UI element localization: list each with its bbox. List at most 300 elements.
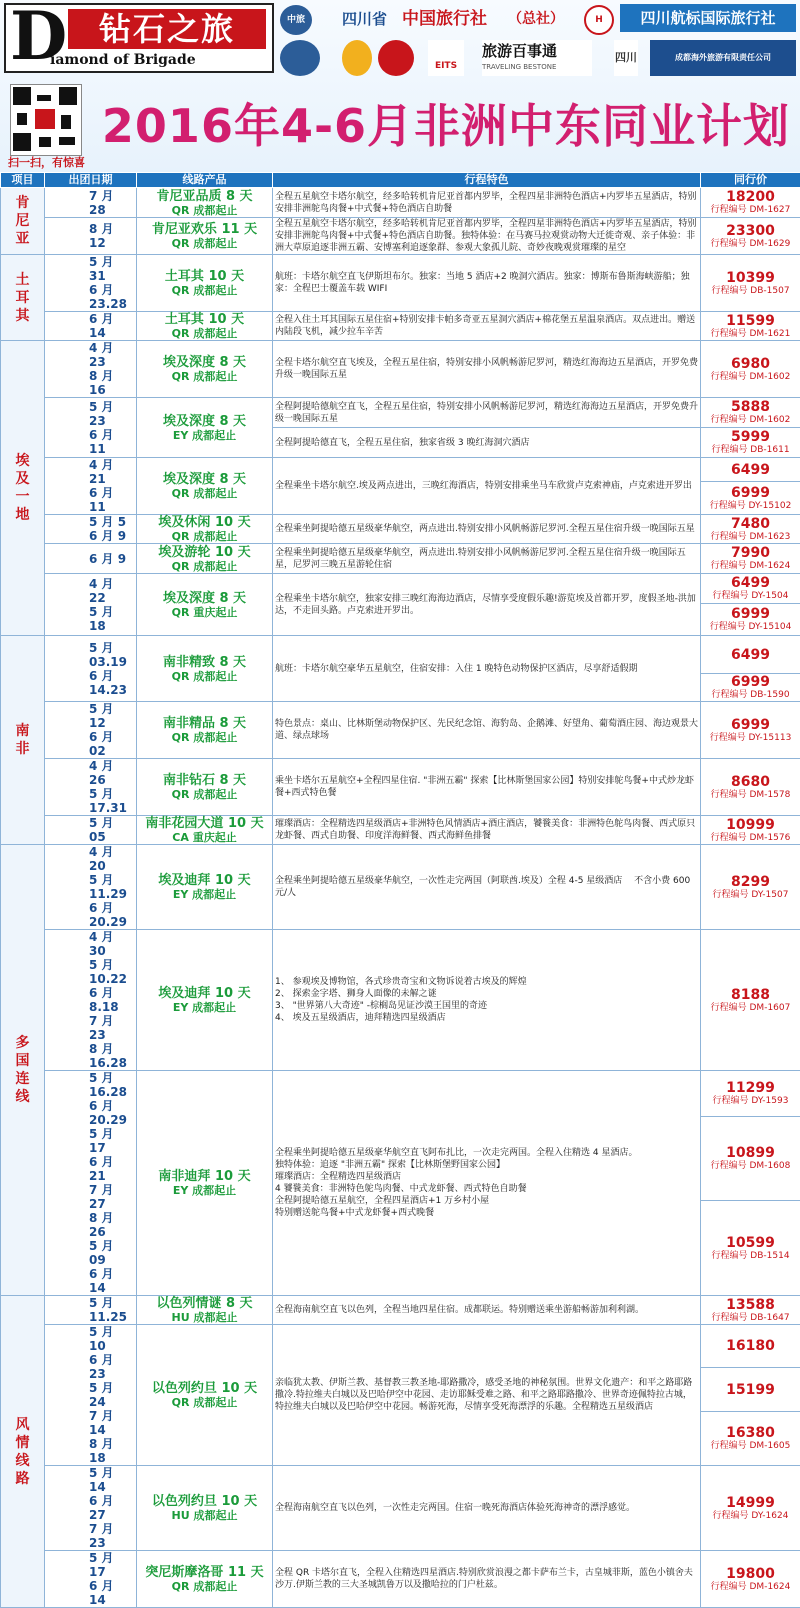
price-cell	[701, 604, 800, 636]
price-cell	[701, 312, 800, 341]
departure-dates	[45, 312, 137, 341]
region-name: 肯尼亚	[15, 194, 31, 248]
price-value: 13588	[701, 1297, 800, 1313]
product-cell	[137, 1071, 273, 1296]
product-name: 埃及迪拜 10 天	[139, 873, 270, 888]
price-code: 行程编号 DY-1593	[701, 1096, 800, 1107]
product-cell	[137, 312, 273, 341]
date-item: 6 月 14	[89, 1579, 134, 1607]
itinerary-desc: 亲临犹太教、伊斯兰教、基督教三教圣地-耶路撒冷，感受圣地的神秘氛围。世界文化遗产：和平之路耶路撒冷.特拉维夫白城以及巴哈伊空中花园、走访耶稣受难之路、和平之路耶路撒冷、世界奇迹佩特拉古城，特拉维夫白城以及巴哈伊空中花园。畅游死海，尽情享受死海漂浮的乐趣。全程精选五星级酒店	[273, 1325, 701, 1466]
departure-dates	[45, 759, 137, 816]
price-code: 行程编号 DY-1504	[701, 591, 800, 602]
price-code: 行程编号 DM-1629	[701, 239, 800, 250]
table-row	[1, 816, 800, 845]
date-item: 4 月 21	[89, 458, 134, 486]
product-sub: QR 成都起止	[139, 327, 270, 340]
product-cell	[137, 1325, 273, 1466]
brand-cn: 钻石之旅	[68, 9, 266, 49]
price-value: 5999	[701, 429, 800, 445]
product-name: 南非钻石 8 天	[139, 773, 270, 788]
brand-en: iamond of Brigade	[50, 51, 196, 69]
eits-text: EITS	[435, 61, 457, 71]
product-sub: QR 成都起止	[139, 670, 270, 683]
table-row	[1, 574, 800, 604]
product-cell	[137, 816, 273, 845]
date-item: 6 月 23.28	[89, 283, 134, 311]
price-value: 10899	[701, 1145, 800, 1161]
table-row	[1, 1466, 800, 1551]
product-cell	[137, 636, 273, 702]
price-cell	[701, 482, 800, 515]
region-name: 埃及一地	[15, 452, 31, 524]
departure-dates	[45, 574, 137, 636]
price-cell	[701, 544, 800, 574]
bestone-cn: 旅游百事通	[482, 40, 592, 62]
product-sub: QR 成都起止	[139, 204, 270, 217]
region-cell	[1, 1296, 45, 1608]
date-item: 6 月 11	[89, 428, 134, 456]
price-cell	[701, 1296, 800, 1325]
date-item: 6 月 21	[89, 1155, 134, 1183]
date-item: 6 月 20.29	[89, 901, 134, 929]
price-code: 行程编号 DM-1607	[701, 1003, 800, 1014]
itinerary-desc: 全程海南航空直飞以色列，全程当地四星住宿。成都联运。特别赠送乘坐游船畅游加利利湖。	[273, 1296, 701, 1325]
product-sub: EY 成都起止	[139, 888, 270, 901]
table-row	[1, 1325, 800, 1368]
date-item: 5 月 09	[89, 1239, 134, 1267]
product-cell	[137, 218, 273, 255]
date-item: 8 月 12	[89, 222, 134, 250]
date-item: 6 月 14	[89, 312, 134, 340]
price-code: 行程编号 DM-1623	[701, 532, 800, 543]
product-sub: QR 成都起止	[139, 284, 270, 297]
table-row	[1, 930, 800, 1071]
bestone-logo	[482, 40, 592, 76]
date-item: 7 月 27	[89, 1183, 134, 1211]
price-cell	[701, 674, 800, 702]
price-cell	[701, 816, 800, 845]
logo-circle-icon	[280, 40, 320, 76]
product-sub: EY 成都起止	[139, 429, 270, 442]
departure-dates	[45, 816, 137, 845]
col-header: 项目	[1, 173, 45, 188]
region-name: 土耳其	[15, 271, 31, 325]
product-cell	[137, 1466, 273, 1551]
date-item: 4 月 30	[89, 930, 134, 958]
price-code: 行程编号 DM-1624	[701, 561, 800, 572]
chuan-logo: 四川	[614, 40, 638, 76]
date-item: 5 月 12	[89, 702, 134, 730]
col-header: 线路产品	[137, 173, 273, 188]
product-name: 南非花园大道 10 天	[139, 816, 270, 831]
departure-dates	[45, 702, 137, 759]
product-name: 埃及深度 8 天	[139, 414, 270, 429]
product-name: 南非迪拜 10 天	[139, 1169, 270, 1184]
itinerary-desc: 航班：卡塔尔航空豪华五星航空，住宿安排：入住 1 晚特色动物保护区酒店，尽享舒适假期	[273, 636, 701, 702]
price-cell	[701, 188, 800, 218]
price-value: 11599	[701, 313, 800, 329]
price-cell	[701, 1411, 800, 1465]
price-code: 行程编号 DB-1611	[701, 445, 800, 456]
logo-row	[278, 40, 798, 80]
region-name: 南非	[15, 722, 31, 758]
departure-dates	[45, 544, 137, 574]
price-code: 行程编号 DB-1647	[701, 1313, 800, 1324]
price-value: 16180	[701, 1338, 800, 1354]
product-sub: QR 成都起止	[139, 731, 270, 744]
table-row	[1, 188, 800, 218]
itinerary-desc: 全程五星航空卡塔尔航空，经多哈转机肯尼亚首都内罗毕，全程四星非洲特色酒店+内罗毕五星酒店，特别安排非洲鸵鸟肉餐+中式餐+特色酒店自助餐	[273, 188, 701, 218]
date-item: 6 月 14.23	[89, 669, 134, 697]
table-row	[1, 636, 800, 674]
price-value: 5888	[701, 399, 800, 415]
price-value: 6499	[701, 575, 800, 591]
date-item: 5 月 17.31	[89, 787, 134, 815]
price-value: 6999	[701, 674, 800, 690]
product-cell	[137, 1551, 273, 1608]
product-sub: QR 成都起止	[139, 237, 270, 250]
price-code: 行程编号 DM-1608	[701, 1161, 800, 1172]
price-value: 6999	[701, 606, 800, 622]
partner-name: 中国旅行社	[402, 4, 487, 34]
date-item: 4 月 23	[89, 341, 134, 369]
itinerary-desc: 特色景点：桌山、比林斯堡动物保护区、先民纪念馆、海豹岛、企鹅滩、好望角、葡萄酒庄园、海边观景大道、绿点球场	[273, 702, 701, 759]
product-cell	[137, 930, 273, 1071]
brand-letter: D	[10, 1, 67, 71]
departure-dates	[45, 188, 137, 218]
cits-logo-icon: 中旅	[280, 5, 312, 35]
price-value: 10399	[701, 270, 800, 286]
eits-logo	[428, 40, 464, 76]
date-item: 5 月 10.22	[89, 958, 134, 986]
table-row	[1, 1551, 800, 1608]
price-cell	[701, 1201, 800, 1296]
price-value: 8299	[701, 874, 800, 890]
departure-dates	[45, 515, 137, 544]
product-name: 以色列约旦 10 天	[139, 1494, 270, 1509]
price-value: 10999	[701, 817, 800, 833]
price-code: 行程编号 DY-15104	[701, 622, 800, 633]
date-item: 6 月 9	[89, 529, 134, 543]
product-sub: EY 成都起止	[139, 1001, 270, 1014]
price-value: 18200	[701, 189, 800, 205]
price-value: 8188	[701, 987, 800, 1003]
price-value: 14999	[701, 1495, 800, 1511]
product-cell	[137, 574, 273, 636]
product-cell	[137, 759, 273, 816]
price-code: 行程编号 DM-1602	[701, 372, 800, 383]
price-code: 行程编号 DB-1507	[701, 286, 800, 297]
date-item: 7 月 14	[89, 1409, 134, 1437]
date-item: 6 月 14	[89, 1267, 134, 1295]
product-cell	[137, 544, 273, 574]
product-sub: QR 成都起止	[139, 487, 270, 500]
product-sub: QR 成都起止	[139, 370, 270, 383]
product-sub: EY 成都起止	[139, 1184, 270, 1197]
date-item: 8 月 16.28	[89, 1042, 134, 1070]
date-item: 4 月 22	[89, 577, 134, 605]
price-code: 行程编号 DB-1590	[701, 690, 800, 701]
departure-dates	[45, 1071, 137, 1296]
price-cell	[701, 574, 800, 604]
price-cell	[701, 255, 800, 312]
price-code: 行程编号 DY-1507	[701, 890, 800, 901]
itinerary-desc: 全程阿提哈德直飞，全程五星住宿，独家省级 3 晚红海洞穴酒店	[273, 428, 701, 458]
price-cell	[701, 1071, 800, 1117]
product-cell	[137, 702, 273, 759]
col-header: 同行价	[701, 173, 800, 188]
itinerary-table	[0, 172, 800, 1608]
product-name: 南非精致 8 天	[139, 655, 270, 670]
departure-dates	[45, 1325, 137, 1466]
table-row	[1, 845, 800, 930]
product-name: 埃及深度 8 天	[139, 591, 270, 606]
price-cell	[701, 1116, 800, 1201]
price-code: 行程编号 DY-15113	[701, 733, 800, 744]
price-code: 行程编号 DM-1627	[701, 205, 800, 216]
price-code: 行程编号 DM-1578	[701, 790, 800, 801]
price-cell	[701, 1325, 800, 1368]
region-cell	[1, 636, 45, 845]
date-item: 8 月 26	[89, 1211, 134, 1239]
product-name: 肯尼亚品质 8 天	[139, 189, 270, 204]
itinerary-desc: 乘坐卡塔尔五星航空+全程四星住宿. "非洲五霸" 探索【比林斯堡国家公园】特别安排鸵鸟餐+中式炒龙虾餐+西式特色餐	[273, 759, 701, 816]
date-item: 5 月 17	[89, 1551, 134, 1579]
product-sub: QR 成都起止	[139, 1580, 270, 1593]
product-name: 埃及深度 8 天	[139, 472, 270, 487]
product-cell	[137, 188, 273, 218]
region-cell	[1, 845, 45, 1296]
price-value: 6999	[701, 485, 800, 501]
date-item: 6 月 27	[89, 1494, 134, 1522]
price-cell	[701, 636, 800, 674]
departure-dates	[45, 398, 137, 458]
page-title: 2016年4-6月非洲中东同业计划	[96, 96, 796, 156]
itinerary-desc: 全程乘坐卡塔尔航空.埃及两点进出，三晚红海酒店，特别安排乘坐马车欣赏卢克索神庙，卢克索进开罗出	[273, 458, 701, 515]
product-name: 埃及深度 8 天	[139, 355, 270, 370]
table-row	[1, 218, 800, 255]
date-item: 8 月 18	[89, 1437, 134, 1465]
price-cell	[701, 398, 800, 428]
table-row	[1, 255, 800, 312]
product-name: 以色列情谜 8 天	[139, 1296, 270, 1311]
departure-dates	[45, 636, 137, 702]
price-cell	[701, 341, 800, 398]
table-row	[1, 759, 800, 816]
price-cell	[701, 218, 800, 255]
qr-code[interactable]	[10, 84, 82, 156]
itinerary-desc: 全程入住土耳其国际五星住宿+特别安排卡帕多奇亚五星洞穴酒店+棉花堡五星温泉酒店。双点进出。赠送内陆段飞机，减少拉车辛苦	[273, 312, 701, 341]
region-cell	[1, 341, 45, 636]
product-cell	[137, 398, 273, 458]
product-name: 土耳其 10 天	[139, 312, 270, 327]
table-row	[1, 1296, 800, 1325]
departure-dates	[45, 1466, 137, 1551]
date-item: 5 月 18	[89, 605, 134, 633]
price-code: 行程编号 DB-1514	[701, 1251, 800, 1262]
product-cell	[137, 1296, 273, 1325]
header	[0, 0, 800, 172]
col-header: 出团日期	[45, 173, 137, 188]
airline-logo-icon	[378, 40, 414, 76]
price-code: 行程编号 DM-1576	[701, 833, 800, 844]
departure-dates	[45, 458, 137, 515]
table-row	[1, 702, 800, 759]
table-row	[1, 398, 800, 428]
date-item: 6 月 9	[89, 552, 134, 566]
itinerary-desc: 全程海南航空直飞以色列，一次性走完两国。住宿一晚死海酒店体验死海神奇的漂浮感觉。	[273, 1466, 701, 1551]
table-row	[1, 312, 800, 341]
itinerary-desc: 全程乘坐阿提哈德五星级豪华航空，两点进出.特别安排小风帆畅游尼罗河.全程五星住宿升级一晚国际五星，尼罗河三晚五星游轮住宿	[273, 544, 701, 574]
date-item: 4 月 26	[89, 759, 134, 787]
date-item: 5 月 23	[89, 400, 134, 428]
product-sub: QR 成都起止	[139, 788, 270, 801]
price-value: 6499	[701, 647, 800, 663]
price-cell	[701, 930, 800, 1071]
table-row	[1, 341, 800, 398]
table-header-row	[1, 173, 800, 188]
itinerary-desc: 全程阿提哈德航空直飞，全程五星住宿，特别安排小风帆畅游尼罗河，精选红海海边五星酒店，开罗免费升级一晚国际五星	[273, 398, 701, 428]
region-name: 多国连线	[15, 1034, 31, 1106]
itinerary-desc: 全程乘坐阿提哈德五星级豪华航空，一次性走完两国（阿联酋.埃及）全程 4-5 星级酒店 不含小费 600 元/人	[273, 845, 701, 930]
price-value: 11299	[701, 1080, 800, 1096]
price-value: 6499	[701, 462, 800, 478]
product-name: 埃及休闲 10 天	[139, 515, 270, 530]
price-value: 23300	[701, 223, 800, 239]
price-cell	[701, 458, 800, 482]
departure-dates	[45, 218, 137, 255]
product-cell	[137, 845, 273, 930]
date-item: 5 月 31	[89, 255, 134, 283]
price-value: 7480	[701, 516, 800, 532]
price-cell	[701, 1368, 800, 1411]
price-cell	[701, 759, 800, 816]
date-item: 6 月 8.18	[89, 986, 134, 1014]
itinerary-desc: 1、 参观埃及博物馆，各式珍贵奇宝和文物诉说着古埃及的辉煌 2、 探索金字塔、狮身人面像的未解之谜 3、 "世界第八大奇迹" -棕榈岛见证沙漠王国里的奇迹 4、 埃及五星级酒店，迪拜精选四星级酒店	[273, 930, 701, 1071]
price-code: 行程编号 DM-1605	[701, 1441, 800, 1452]
date-item: 6 月 23	[89, 1353, 134, 1381]
date-item: 7 月 23	[89, 1522, 134, 1550]
date-item: 4 月 20	[89, 845, 134, 873]
date-item: 5 月 11.29	[89, 873, 134, 901]
departure-dates	[45, 845, 137, 930]
date-item: 5 月 24	[89, 1381, 134, 1409]
price-value: 6999	[701, 717, 800, 733]
date-item: 7 月 23	[89, 1014, 134, 1042]
chengdu-logo: 成都海外旅游有限责任公司	[650, 40, 796, 76]
product-cell	[137, 341, 273, 398]
region-name: 风情线路	[15, 1416, 31, 1488]
price-value: 10599	[701, 1235, 800, 1251]
price-code: 行程编号 DM-1624	[701, 1582, 800, 1593]
price-code: 行程编号 DY-1624	[701, 1511, 800, 1522]
product-name: 突尼斯摩洛哥 11 天	[139, 1565, 270, 1580]
price-value: 7990	[701, 545, 800, 561]
price-value: 19800	[701, 1566, 800, 1582]
price-cell	[701, 702, 800, 759]
table-row	[1, 1071, 800, 1117]
price-cell	[701, 1466, 800, 1551]
departure-dates	[45, 341, 137, 398]
price-value: 6980	[701, 356, 800, 372]
itinerary-desc: 全程五星航空卡塔尔航空，经多哈转机肯尼亚首都内罗毕，全程四星非洲特色酒店+内罗毕五星酒店，特别安排非洲鸵鸟肉餐+中式餐+特色酒店自助餐。独特体验：在马赛马拉观赏动物大迁徙奇观、亲子体验：非洲大草原追逐非洲五霸、安博塞利追逐象群、参观大象孤儿院、奇妙夜晚观赏璀璨的星空	[273, 218, 701, 255]
scan-text: 扫一扫，有惊喜	[8, 156, 85, 170]
itinerary-desc: 全程乘坐卡塔尔航空，独家安排三晚红海海边酒店，尽情享受度假乐趣!游览埃及首都开罗，度假圣地-洪加达，不走回头路。卢克索进开罗出。	[273, 574, 701, 636]
product-name: 以色列约旦 10 天	[139, 1381, 270, 1396]
date-item: 5 月 05	[89, 816, 134, 844]
product-sub: HU 成都起止	[139, 1509, 270, 1522]
partner-province: 四川省	[342, 4, 387, 34]
date-item: 5 月 10	[89, 1325, 134, 1353]
bestone-en: TRAVELING BESTONE	[482, 62, 592, 72]
date-item: 5 月 14	[89, 1466, 134, 1494]
date-item: 6 月 20.29	[89, 1099, 134, 1127]
date-item: 6 月 11	[89, 486, 134, 514]
price-code: 行程编号 DY-15102	[701, 501, 800, 512]
partner-suffix: （总社）	[508, 4, 564, 34]
itinerary-desc: 全程乘坐阿提哈德五星级豪华航空，两点进出.特别安排小风帆畅游尼罗河.全程五星住宿升级一晚国际五星	[273, 515, 701, 544]
departure-dates	[45, 255, 137, 312]
product-name: 埃及迪拜 10 天	[139, 986, 270, 1001]
date-item: 8 月 16	[89, 369, 134, 397]
price-value: 8680	[701, 774, 800, 790]
price-cell	[701, 845, 800, 930]
product-sub: QR 成都起止	[139, 530, 270, 543]
product-sub: QR 成都起止	[139, 560, 270, 573]
partner2-name: 四川航标国际旅行社	[620, 4, 796, 32]
date-item: 5 月 11.25	[89, 1296, 134, 1324]
product-sub: HU 成都起止	[139, 1311, 270, 1324]
product-sub: CA 重庆起止	[139, 831, 270, 844]
product-name: 土耳其 10 天	[139, 269, 270, 284]
product-name: 埃及游轮 10 天	[139, 545, 270, 560]
price-value: 16380	[701, 1425, 800, 1441]
departure-dates	[45, 1551, 137, 1608]
table-row	[1, 544, 800, 574]
date-item: 5 月 03.19	[89, 641, 134, 669]
itinerary-desc: 全程 QR 卡塔尔直飞，全程入住精选四星酒店.特别欣赏浪漫之都卡萨布兰卡，古皇城菲斯，蓝色小镇舍夫沙万.伊斯兰教的三大圣城凯鲁万以及撒哈拉的门户杜兹。	[273, 1551, 701, 1608]
mascot-icon	[342, 40, 372, 76]
hb-logo-icon: H	[584, 5, 614, 35]
date-item: 6 月 02	[89, 730, 134, 758]
itinerary-desc: 航班：卡塔尔航空直飞伊斯坦布尔。独家：当地 5 酒店+2 晚洞穴酒店。独家：博斯布鲁斯海峡游船；独家：全程巴士覆盖车载 WIFI	[273, 255, 701, 312]
departure-dates	[45, 1296, 137, 1325]
price-code: 行程编号 DM-1621	[701, 329, 800, 340]
itinerary-desc: 全程卡塔尔航空直飞埃及，全程五星住宿，特别安排小风帆畅游尼罗河，精选红海海边五星酒店，开罗免费升级一晚国际五星	[273, 341, 701, 398]
price-cell	[701, 428, 800, 458]
itinerary-desc: 璀璨酒店：全程精选四星级酒店+非洲特色风情酒店+酒庄酒店，饕餮美食：非洲特色鸵鸟肉餐、西式原只龙虾餐、西式自助餐、印度洋海鲜餐、西式海鲜鱼排餐	[273, 816, 701, 845]
departure-dates	[45, 930, 137, 1071]
product-name: 肯尼亚欢乐 11 天	[139, 222, 270, 237]
product-sub: QR 成都起止	[139, 1396, 270, 1409]
product-cell	[137, 458, 273, 515]
price-cell	[701, 1551, 800, 1608]
price-code: 行程编号 DM-1602	[701, 415, 800, 426]
table-row	[1, 515, 800, 544]
region-cell	[1, 255, 45, 341]
date-item: 5 月 5	[89, 515, 134, 529]
price-value: 15199	[701, 1382, 800, 1398]
price-cell	[701, 515, 800, 544]
date-item: 5 月 17	[89, 1127, 134, 1155]
col-header: 行程特色	[273, 173, 701, 188]
date-item: 7 月 28	[89, 189, 134, 217]
itinerary-desc: 全程乘坐阿提哈德五星级豪华航空直飞阿布扎比，一次走完两国。全程入住精选 4 星酒店。 独特体验：追逐 "非洲五霸" 探索【比林斯堡野国家公园】 璀璨酒店：全程精选四星级酒店 4 饕餮美食：非洲特色鸵鸟肉餐、中式龙虾餐、西式特色自助餐 全程阿提哈德五星航空，全程四星酒店+1 万乡村小屋 特别赠送鸵鸟餐+中式龙虾餐+西式晚餐	[273, 1071, 701, 1296]
brand-logo	[4, 3, 274, 73]
product-sub: QR 重庆起止	[139, 606, 270, 619]
date-item: 5 月 16.28	[89, 1071, 134, 1099]
product-cell	[137, 515, 273, 544]
